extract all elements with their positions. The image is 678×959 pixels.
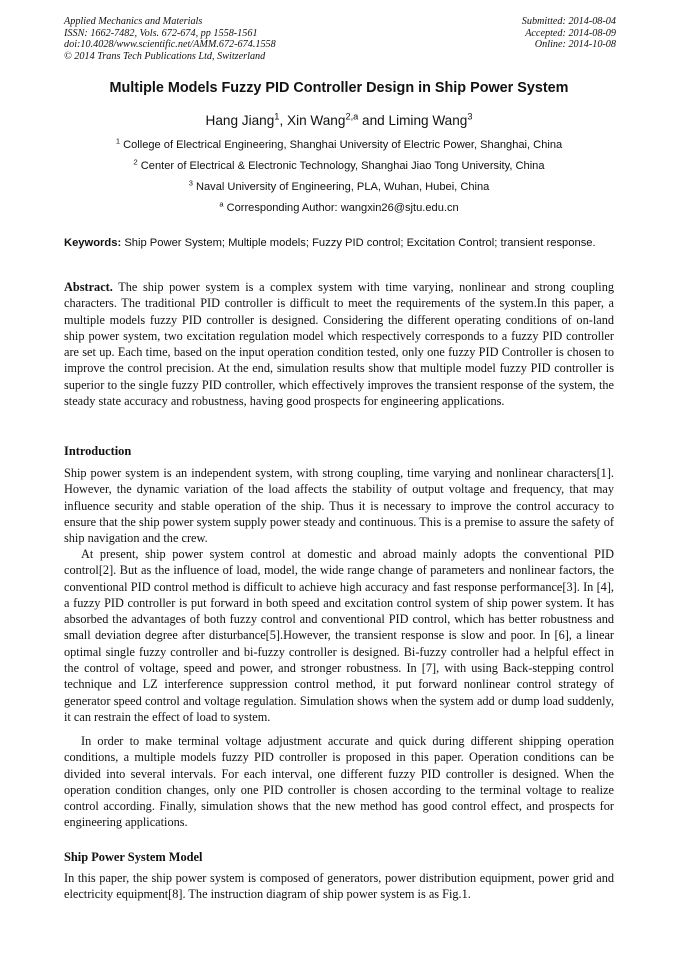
section-heading: Ship Power System Model xyxy=(64,850,203,864)
author-list xyxy=(0,113,678,128)
date-header xyxy=(522,16,616,51)
issn-line: ISSN: 1662-7482, Vols. 672-674, pp 1558-1561 xyxy=(64,27,258,39)
keywords-text: Ship Power System; Multiple models; Fuzzy PID control; Excitation Control; transient response. xyxy=(124,237,596,249)
author-name: and Liming Wang xyxy=(358,113,468,128)
affiliation xyxy=(0,178,678,193)
author-name: Hang Jiang xyxy=(205,113,275,128)
copyright-line: © 2014 Trans Tech Publications Ltd, Switzerland xyxy=(64,50,266,62)
section-heading: Introduction xyxy=(64,444,132,458)
author-name: Xin Wang xyxy=(287,113,346,128)
author-sup: 2,a xyxy=(345,111,359,122)
submitted-date: Submitted: 2014-08-04 xyxy=(521,16,616,27)
paragraph: In this paper, the ship power system is composed of generators, power distribution equipment, power grid and electricity equipment[8]. The instruction diagram of ship power system is as Fig.1. xyxy=(64,871,614,902)
affiliation-sup: 1 xyxy=(115,136,121,146)
author-sup: 3 xyxy=(467,111,473,122)
keywords-label: Keywords: xyxy=(64,237,122,249)
affiliation-text: College of Electrical Engineering, Shanghai University of Electric Power, Shanghai, China xyxy=(123,139,563,151)
abstract-label: Abstract. xyxy=(64,280,113,294)
paragraph: In order to make terminal voltage adjustment accurate and quick during different shipping operation conditions, a multiple models fuzzy PID controller is proposed in this paper. Operation conditions can be divided into several intervals. For each interval, one different fuzzy PID controller is designed. When the operation condition changes, only one PID controller is chosen according to the terminal voltage to realize control according. Finally, simulation shows that the new method has good control effect, and prospects for engineering applications. xyxy=(64,734,614,830)
online-date: Online: 2014-10-08 xyxy=(534,39,616,51)
paragraph: At present, ship power system control at domestic and abroad mainly adopts the conventional PID control[2]. But as the influence of load, model, the wide range change of parameters and nonlinear factors, the conventional PID control method is difficult to achieve high accuracy and fast response performance[3]. In [4], a fuzzy PID controller is put forward in both speed and excitation control system of ship power system. It has absorbed the advantages of both fuzzy control and conventional PID control, which has better robustness and small deviation degree after disturbance[5].However, the transient response is slow and poor. In [6], a linear optimal single fuzzy controller and bi-fuzzy controller is designed. Bi-fuzzy controller had a helpful effect in the control of voltage, speed and power, and stronger robustness. In [7], with using Back-stepping control technique and LZ interference suppression control method, it put forward nonlinear control strategy of generator speed control and voltage regulation. Simulation shows when the system add or dump load suddenly, it can restrain the effect of load to system. xyxy=(64,547,614,724)
abstract xyxy=(64,279,614,409)
paper-title: Multiple Models Fuzzy PID Controller Design in Ship Power System xyxy=(109,80,569,96)
affiliation-text: Corresponding Author: wangxin26@sjtu.edu.cn xyxy=(226,202,459,214)
journal-name: Applied Mechanics and Materials xyxy=(64,16,203,27)
affiliation-sup: a xyxy=(219,199,224,209)
corresponding-author xyxy=(0,199,678,214)
author-sup: 1 xyxy=(274,111,280,122)
affiliation-sup: 3 xyxy=(188,178,193,188)
journal-header xyxy=(64,16,276,62)
keywords xyxy=(64,236,614,251)
abstract-text: The ship power system is a complex system with time varying, nonlinear and strong coupling characters. The traditional PID controller is difficult to meet the requirements of the system.In this paper, a multiple models fuzzy PID controller is designed. Considering the different operating conditions of on-land ship power system, two excitation regulation model which respectively corresponds to a fuzzy PID controller are set up. Each time, based on the input operation condition tested, only one fuzzy PID Controller is chosen to improve the control precision. At the end, simulation results show that multiple model fuzzy PID controller is superior to the single fuzzy PID controller, which effectively improves the transient response of the system, the steady state accuracy and robustness, having good prospects for engineering applications. xyxy=(64,280,614,409)
author-separator: , xyxy=(279,113,287,128)
doi-line: doi:10.4028/www.scientific.net/AMM.672-674.1558 xyxy=(64,39,276,51)
affiliation-sup: 2 xyxy=(133,157,138,167)
paragraph: Ship power system is an independent system, with strong coupling, time varying and nonlinear characters[1]. However, the dynamic variation of the load affects the stability of output voltage and frequency, that may influence security and stable operation of the ship. Thus it is necessary to improve the control accuracy to ensure that the ship power system supply power steady and continuous. This is a premise to assure the safety of ship navigation and the crew. xyxy=(64,466,614,546)
accepted-date: Accepted: 2014-08-09 xyxy=(525,27,616,39)
affiliation xyxy=(0,136,678,151)
affiliation-text: Naval University of Engineering, PLA, Wuhan, Hubei, China xyxy=(195,181,490,193)
affiliation-text: Center of Electrical & Electronic Technology, Shanghai Jiao Tong University, China xyxy=(140,160,545,172)
affiliation xyxy=(0,157,678,172)
